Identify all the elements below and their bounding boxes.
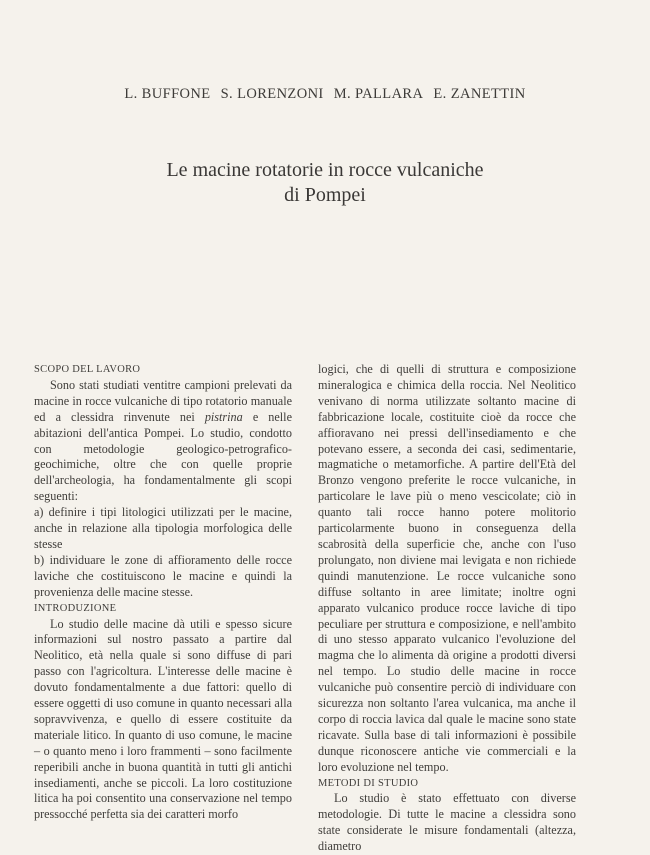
left-column <box>34 362 292 823</box>
paragraph: Lo studio è stato effettuato con diverse metodologie. Di tutte le macine a clessidra sono state considerate le misure fondamentali (altezza, diametro <box>318 791 576 854</box>
author: M. PALLARA <box>333 86 424 102</box>
author: S. LORENZONI <box>220 86 324 102</box>
list-item: b) individuare le zone di affioramento delle rocce laviche che costituiscono le macine e quindi la provenienza delle macine stesse. <box>34 552 292 599</box>
italic-term: pistrina <box>204 409 243 424</box>
section-heading: METODI DI STUDIO <box>318 777 419 789</box>
author-list <box>0 86 650 103</box>
section-heading: INTRODUZIONE <box>34 602 117 614</box>
paragraph-continued: logici, che di quelli di struttura e composizione mineralogica e chimica della roccia. Nel Neolitico venivano di norma utilizzate soltanto macine di fabbricazione locale, costituite cioè da rocce che affioravano nei pressi dell'insediamento e che potevano essere, a seconda dei casi, sedimentarie, magmatiche o metamorfiche. A partire dell'Età del Bronzo vengono preferite le rocce vulcaniche, in particolare le lave più o meno vescicolate; ciò in quanto tali rocce hanno potere molitorio particolarmente buono in conseguenza della scabrosità della superficie che, anche con l'uso prolungato, non diviene mai levigata e non richiede quindi manutenzione. Le rocce vulcaniche sono diffuse soltanto in aree limitate; inoltre ogni apparato vulcanico produce rocce laviche di tipo peculiare per struttura e composizione, e nell'ambito di uno stesso apparato vulcanico l'evoluzione del magma che lo alimenta dà origine a prodotti diversi nel tempo. Lo studio delle macine in rocce vulcaniche può consentire perciò di individuare con sicurezza non soltanto l'area vulcanica, ma anche il corpo di roccia lavica dal quale le macine sono state ricavate. Sulla base di tali informazioni è possibile dunque riconoscere antiche vie commerciali e la loro evoluzione nel tempo. <box>318 362 576 774</box>
title-line: di Pompei <box>284 184 366 206</box>
author: L. BUFFONE <box>124 86 211 102</box>
paragraph-text: Sono stati studiati ventitre campioni prelevati da macine in rocce vulcaniche di tipo rotatorio manuale ed a clessidra rinvenute nei <box>34 377 292 424</box>
paragraph <box>34 378 292 505</box>
paper-title <box>0 158 650 208</box>
section-heading: SCOPO DEL LAVORO <box>34 364 141 375</box>
title-line: Le macine rotatorie in rocce vulcaniche <box>166 159 484 181</box>
paragraph-text: e nelle abitazioni dell'antica Pompei. Lo studio, condotto con metodologie geologico-petrografico-geochimiche, oltre che con quelle proprie dell'archeologia, ha fondamentalmente gli scopi seguenti: <box>34 409 292 504</box>
paragraph: Lo studio delle macine dà utili e spesso sicure informazioni sul nostro passato a partire dal Neolitico, età nella quale si sono diffuse di pari passo con l'agricoltura. L'interesse delle macine è dovuto fondamentalmente a due fattori: quello di essere oggetti di uso comune in quanto necessari alla sopravvivenza, e quello di essere costituite da materiale litico. In quanto di uso comune, le macine – o quanto meno i loro frammenti – sono facilmente reperibili anche in buona quantità in tutti gli antichi insediamenti, anche se piccoli. La loro costituzione litica ha poi consentito una conservazione nel tempo pressocché perfetta sia dei caratteri morfo <box>34 616 292 822</box>
list-item: a) definire i tipi litologici utilizzati per le macine, anche in relazione alla tipologia morfologica delle stesse <box>34 505 292 551</box>
right-column <box>318 362 576 855</box>
author: E. ZANETTIN <box>433 86 526 102</box>
